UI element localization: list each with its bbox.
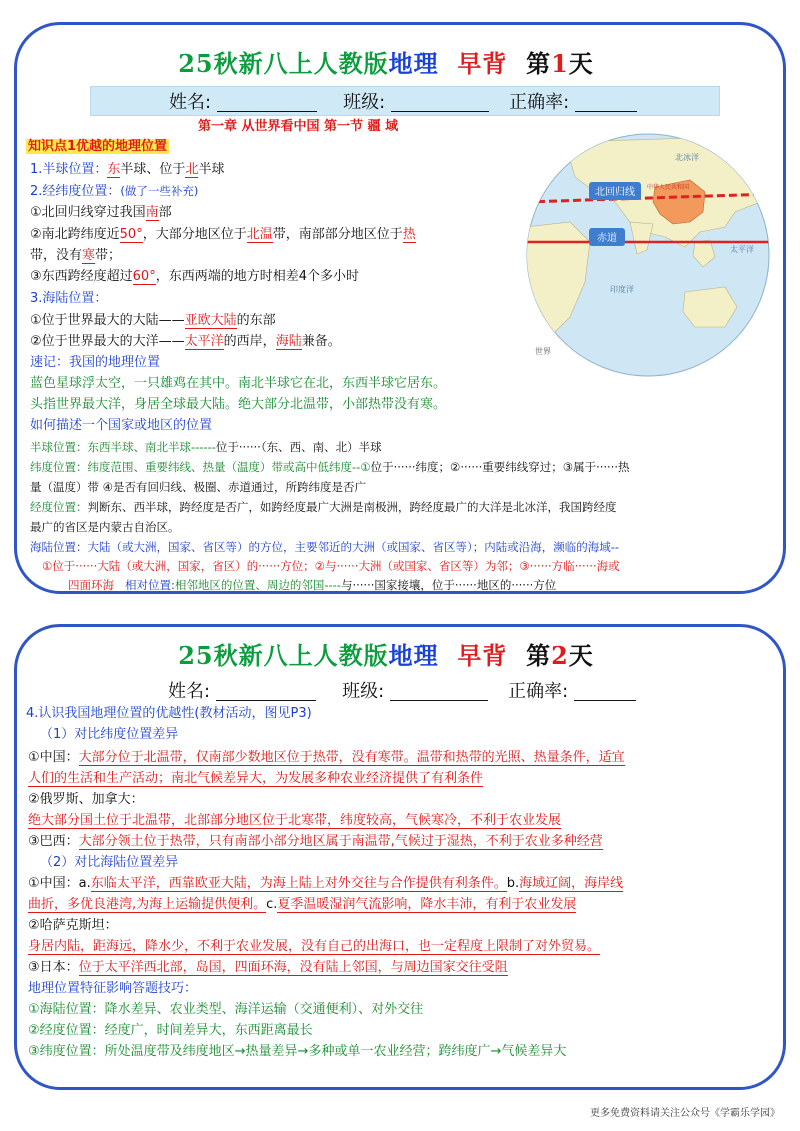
relative-position: 四面环海 相对位置:相邻地区的位置、周边的邻国----与······国家接壤，位于······地区的······方位: [68, 578, 557, 592]
china-latitude: ①中国：大部分位于北温带，仅南部少数地区位于热带，没有寒带。温带和热带的光照、热量条件，适宜: [28, 750, 625, 765]
pacific-ocean-label: 太平洋: [730, 245, 754, 254]
china-label: 中华人民共和国: [647, 184, 690, 191]
ocean-position: ②位于世界最大的大洋——太平洋的西岸，海陆兼备。: [30, 334, 341, 349]
hemisphere-position: 1.半球位置：东半球、位于北半球: [30, 162, 225, 177]
day2-title: 25秋新八上人教版地理 早背 第2天: [178, 641, 594, 670]
class-label: 班级:: [343, 92, 386, 113]
russia-canada: ②俄罗斯、加拿大：: [28, 792, 144, 807]
land-sea-position: 3.海陆位置：: [30, 291, 108, 306]
day1-title: 25秋新八上人教版地理 早背 第1天: [178, 49, 594, 78]
accuracy-field[interactable]: [574, 680, 636, 701]
tip-landsea: ①海陆位置：降水差异、农业类型、海洋运输（交通便利）、对外交往: [28, 1002, 424, 1017]
chapter-heading: 第一章 从世界看中国 第一节 疆 域: [198, 119, 399, 134]
accuracy-label: 正确率:: [509, 92, 570, 113]
accuracy-field[interactable]: [575, 91, 637, 112]
australia-landmass: [683, 287, 737, 327]
equator-label: 赤道: [597, 233, 617, 244]
advantage-heading: 4.认识我国地理位置的优越性(教材活动，图见P3): [26, 706, 312, 721]
tropic-crosses: ①北回归线穿过我国南部: [30, 205, 172, 220]
name-field[interactable]: [216, 680, 316, 701]
day2-namebar: [90, 676, 718, 704]
longitude-span: ③东西跨经度超过60°，东西两端的地方时相差4个多小时: [30, 269, 359, 284]
name-label: 姓名:: [168, 681, 211, 702]
continent-position: ①位于世界最大的大陆——亚欧大陆的东部: [30, 313, 276, 328]
world-globe-map: [525, 132, 771, 378]
landsea-method: 海陆位置：大陆（或大洲，国家、省区等）的方位，主要邻近的大洲（或国家、省区等）；内陆或沿海，濒临的海域--: [30, 540, 620, 554]
latlong-position: 2.经纬度位置：(做了一些补充): [30, 184, 199, 199]
landsea-method-cont: ①位于······大陆（或大洲，国家，省区）的······方位；②与······大洲（或国家、省区等）为邻；③······方临······海或: [42, 559, 620, 573]
china-landsea-cont: 曲折，多优良港湾,为海上运输提供便利。c.夏季温暖湿润气流影响，降水丰沛，有利于农业发展: [28, 897, 577, 912]
longitude-method: 经度位置：判断东、西半球，跨经度是否广，如跨经度最广大洲是南极洲，跨经度最广的大洋是北冰洋，我国跨经度: [30, 500, 617, 514]
brazil-latitude: ③巴西：大部分领土位于热带，只有南部小部分地区属于南温带,气候过于湿热，不利于农业多种经营: [28, 834, 603, 849]
russia-canada-detail: 绝大部分国土位于北温带，北部部分地区位于北寒带，纬度较高，气候寒冷，不利于农业发展: [28, 813, 562, 828]
arctic-ocean-label: 北冰洋: [675, 153, 699, 162]
china-landsea: ①中国：a.东临太平洋，西靠欧亚大陆，为海上陆上对外交往与合作提供有利条件。b.海域辽阔，海岸线: [28, 876, 624, 891]
latitude-span-cont: 带，没有寒带；: [30, 248, 122, 263]
name-field[interactable]: [217, 91, 317, 112]
mnemonic-line-1: 蓝色星球浮太空，一只雄鸡在其中。南北半球它在北，东西半球它居东。: [30, 376, 447, 391]
hemisphere-method: 半球位置：东西半球、南北半球------位于······（东、西、南、北）半球: [30, 440, 382, 454]
indian-ocean-label: 印度洋: [610, 285, 634, 294]
tip-longitude: ②经度位置：经度广，时间差异大，东西距离最长: [28, 1023, 313, 1038]
latitude-span: ②南北跨纬度近50°，大部分地区位于北温带，南部部分地区位于热: [30, 227, 416, 242]
knowledge-point-1: 知识点1优越的地理位置: [28, 139, 168, 154]
class-field[interactable]: [391, 91, 489, 112]
accuracy-label: 正确率:: [508, 681, 569, 702]
japan-landsea: ③日本：位于太平洋西北部，岛国，四面环海，没有陆上邻国，与周边国家交往受阻: [28, 960, 508, 975]
tip-latitude: ③纬度位置：所处温度带及纬度地区→热量差异→多种或单一农业经营；跨纬度广→气候差异大: [28, 1044, 567, 1059]
latitude-compare-heading: （1）对比纬度位置差异: [40, 727, 179, 742]
longitude-method-cont: 最广的省区是内蒙古自治区。: [30, 520, 180, 534]
footer-note: 更多免费资料请关注公众号《学霸乐学园》: [590, 1108, 780, 1119]
kazakhstan-detail: 身居内陆，距海远，降水少，不利于农业发展，没有自己的出海口，也一定程度上限制了对外贸易。: [28, 939, 601, 954]
landsea-compare-heading: （2）对比海陆位置差异: [40, 855, 179, 870]
latitude-method-cont: 量（温度）带 ④是否有回归线、极圈、赤道通过，所跨纬度是否广: [30, 480, 366, 494]
tropic-label: 北回归线: [595, 187, 635, 198]
china-latitude-cont: 人们的生活和生产活动；南北气候差异大，为发展多种农业经济提供了有利条件: [28, 771, 484, 786]
name-label: 姓名:: [169, 92, 212, 113]
map-source-label: 世界: [535, 347, 551, 356]
latitude-method: 纬度位置：纬度范围、重要纬线、热量（温度）带或高中低纬度--①位于······纬度；②······重要纬线穿过；③属于······热: [30, 460, 630, 474]
day1-namebar: [90, 86, 720, 116]
mnemonic-line-2: 头指世界最大洋，身居全球最大陆。绝大部分北温带，小部热带没有寒。: [30, 397, 447, 412]
kazakhstan: ②哈萨克斯坦：: [28, 918, 118, 933]
class-label: 班级:: [342, 681, 385, 702]
answer-tips-heading: 地理位置特征影响答题技巧：: [28, 981, 198, 996]
mnemonic-heading: 速记：我国的地理位置: [30, 355, 161, 370]
describe-heading: 如何描述一个国家或地区的位置: [30, 418, 213, 433]
class-field[interactable]: [390, 680, 488, 701]
